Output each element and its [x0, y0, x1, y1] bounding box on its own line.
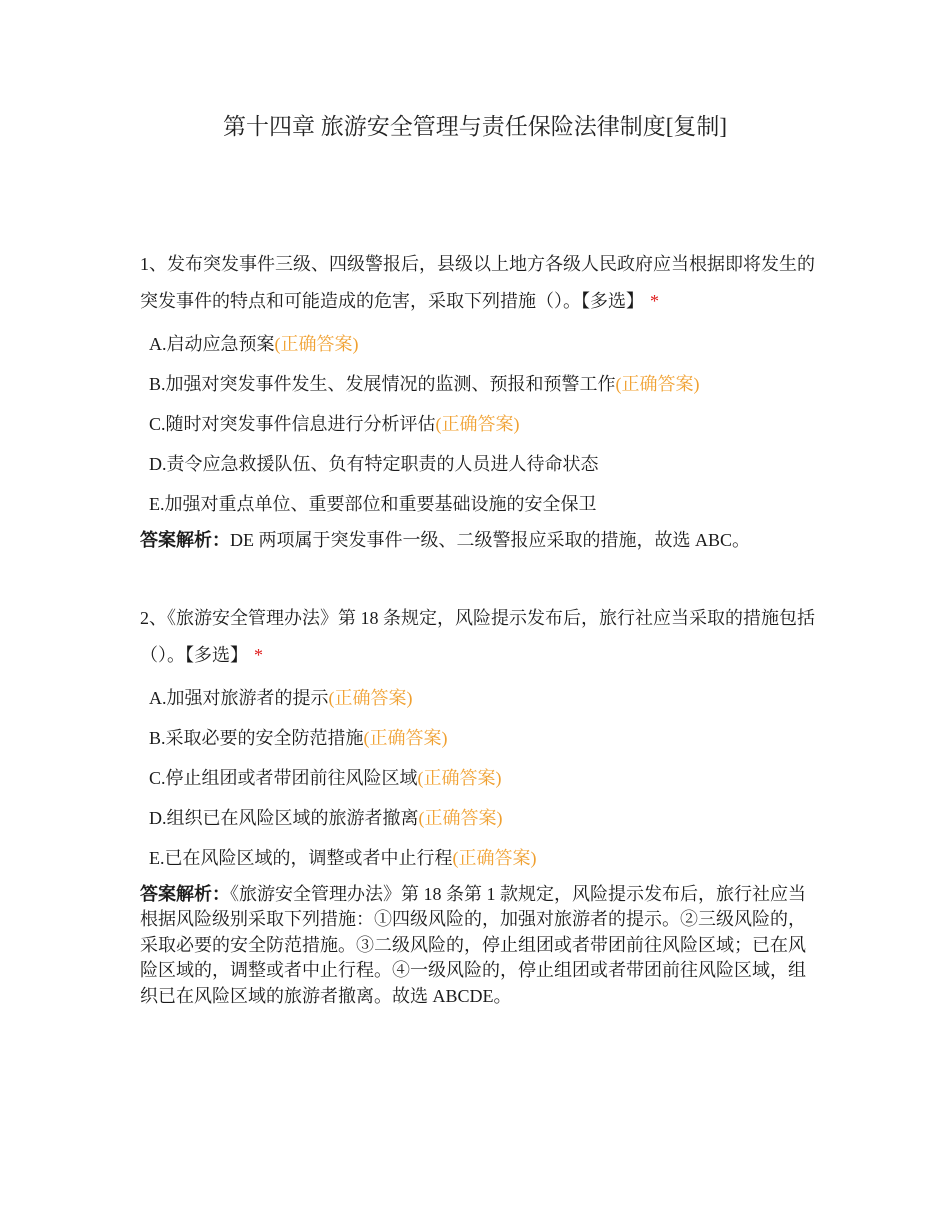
correct-answer-tag: (正确答案)	[274, 334, 359, 354]
correct-answer-tag: (正确答案)	[452, 847, 537, 868]
option-text: C.停止组团或者带团前往风险区域	[149, 767, 418, 788]
analysis-label: 答案解析：	[140, 883, 230, 904]
option-text: D.责令应急救援队伍、负有特定职责的人员进人待命状态	[149, 454, 599, 474]
question-stem-text: 2、《旅游安全管理办法》第 18 条规定，风险提示发布后，旅行社应当采取的措施包括（）。【多选】	[140, 607, 815, 665]
correct-answer-tag: (正确答案)	[435, 414, 520, 434]
analysis-text: DE 两项属于突发事件一级、二级警报应采取的措施，故选 ABC。	[230, 530, 751, 550]
option-text: E.已在风险区域的，调整或者中止行程	[149, 847, 453, 868]
option-text: A.加强对旅游者的提示	[149, 687, 329, 708]
option-a[interactable]	[140, 324, 815, 364]
answer-analysis	[140, 528, 815, 554]
option-b[interactable]	[140, 364, 815, 404]
option-text: B.加强对突发事件发生、发展情况的监测、预报和预警工作	[149, 374, 616, 394]
correct-answer-tag: (正确答案)	[615, 374, 700, 394]
correct-answer-tag: (正确答案)	[328, 687, 413, 708]
option-c[interactable]	[140, 404, 815, 444]
option-list	[140, 324, 815, 524]
question-stem	[140, 246, 815, 320]
option-e[interactable]	[140, 838, 815, 878]
correct-answer-tag: (正确答案)	[418, 807, 503, 828]
answer-analysis	[140, 882, 815, 1010]
correct-answer-tag: (正确答案)	[363, 727, 448, 748]
required-star: *	[254, 644, 263, 665]
option-list	[140, 678, 815, 878]
question-stem	[140, 600, 815, 674]
option-c[interactable]	[140, 758, 815, 798]
option-d[interactable]	[140, 798, 815, 838]
question-1	[140, 246, 815, 554]
option-text: A.启动应急预案	[149, 334, 275, 354]
option-a[interactable]	[140, 678, 815, 718]
question-list	[140, 246, 815, 1055]
option-text: E.加强对重点单位、重要部位和重要基础设施的安全保卫	[149, 494, 597, 514]
page-title: 第十四章 旅游安全管理与责任保险法律制度[复制]	[222, 114, 728, 139]
option-d[interactable]	[140, 444, 815, 484]
question-2	[140, 600, 815, 1010]
analysis-label: 答案解析：	[140, 530, 230, 550]
option-text: C.随时对突发事件信息进行分析评估	[149, 414, 436, 434]
option-e[interactable]	[140, 484, 815, 524]
option-text: B.采取必要的安全防范措施	[149, 727, 364, 748]
required-star: *	[650, 291, 659, 311]
correct-answer-tag: (正确答案)	[417, 767, 502, 788]
option-b[interactable]	[140, 718, 815, 758]
question-stem-text: 1、发布突发事件三级、四级警报后，县级以上地方各级人民政府应当根据即将发生的突发事件的特点和可能造成的危害，采取下列措施（）。【多选】	[140, 254, 815, 311]
analysis-text: 《旅游安全管理办法》第 18 条第 1 款规定，风险提示发布后，旅行社应当根据风险级别采取下列措施：①四级风险的，加强对旅游者的提示。②三级风险的，采取必要的安全防范措施。③二级风险的，停止组团或者带团前往风险区域；已在风险区域的，调整或者中止行程。④一级风险的，停止组团或者带团前往风险区域，组织已在风险区域的旅游者撤离。故选 ABCDE。	[140, 883, 806, 1006]
option-text: D.组织已在风险区域的旅游者撤离	[149, 807, 419, 828]
